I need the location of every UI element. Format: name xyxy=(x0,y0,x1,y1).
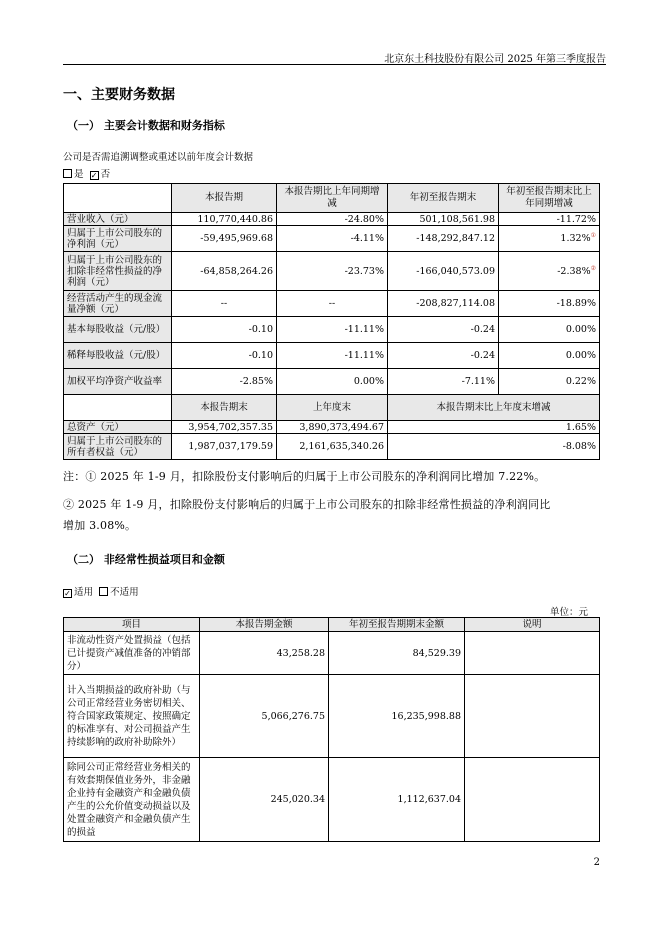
cell-value: -23.73% xyxy=(277,252,388,291)
cell-value: 1.65% xyxy=(388,421,600,434)
col-header: 年初至报告期末 xyxy=(388,184,499,213)
report-header-title: 北京东土科技股份有限公司 2025 年第三季度报告 xyxy=(384,54,606,65)
cell-value: -11.72% xyxy=(499,213,600,226)
cell-value: 0.00% xyxy=(499,317,600,343)
checkbox-no-checked[interactable]: ✓ xyxy=(90,171,98,180)
cell-value: -166,040,573.09 xyxy=(388,252,499,291)
cell-note xyxy=(465,632,600,675)
table-row xyxy=(64,226,600,252)
row-label: 归属于上市公司股东的净利润（元） xyxy=(64,226,172,252)
table-row xyxy=(64,213,600,226)
page-number: 2 xyxy=(593,857,600,868)
table-row xyxy=(64,291,600,317)
row-label: 计入当期损益的政府补助（与公司正常经营业务密切相关、符合国家政策规定、按照确定的标准享有、对公司损益产生持续影响的政府补助除外） xyxy=(64,675,200,758)
subsection-title-1: （一） 主要会计数据和财务指标 xyxy=(67,119,225,132)
footnote-1: 注：① 2025 年 1-9 月，扣除股份支付影响后的归属于上市公司股东的净利润同比增加 7.22%。 xyxy=(63,470,546,483)
footnote-2-line1: ② 2025 年 1-9 月，扣除股份支付影响后的归属于上市公司股东的扣除非经常性损益的净利润同比 xyxy=(63,498,551,511)
subsection-title-2: （二） 非经常性损益项目和金额 xyxy=(67,553,225,566)
cell-value: -0.10 xyxy=(172,343,277,369)
header-divider xyxy=(63,64,606,65)
cell-value xyxy=(499,252,600,291)
restatement-options xyxy=(63,166,110,180)
cell-value: 0.22% xyxy=(499,369,600,395)
col-header: 年初至报告期期末金额 xyxy=(329,618,465,632)
cell-value: 3,954,702,357.35 xyxy=(172,421,277,434)
cell-value: 3,890,373,494.67 xyxy=(277,421,388,434)
cell-value: 1,112,637.04 xyxy=(329,758,465,842)
row-label: 基本每股收益（元/股） xyxy=(64,317,172,343)
header-empty-cell xyxy=(64,184,172,213)
cell-value: 16,235,998.88 xyxy=(329,675,465,758)
cell-value: 5,066,276.75 xyxy=(200,675,329,758)
non-recurring-items-table xyxy=(63,617,600,842)
cell-note xyxy=(465,675,600,758)
cell-value: -- xyxy=(172,291,277,317)
cell-value: -4.11% xyxy=(277,226,388,252)
footnote-mark: ① xyxy=(590,232,596,240)
restatement-question: 公司是否需追溯调整或重述以前年度会计数据 xyxy=(63,152,254,163)
cell-value: 1,987,037,179.59 xyxy=(172,434,277,460)
table-row xyxy=(64,434,600,460)
table-row xyxy=(64,758,600,842)
table-header-row xyxy=(64,184,600,213)
unit-label: 单位：元 xyxy=(549,607,588,618)
checkbox-na[interactable] xyxy=(99,587,108,596)
cell-value: -8.08% xyxy=(388,434,600,460)
header-empty-cell xyxy=(64,395,172,421)
option-apply-label: 适用 xyxy=(74,587,94,598)
row-label: 经营活动产生的现金流量净额（元） xyxy=(64,291,172,317)
col-header: 年初至报告期末比上年同期增减 xyxy=(499,184,600,213)
row-label: 加权平均净资产收益率 xyxy=(64,369,172,395)
section-title: 一、主要财务数据 xyxy=(63,87,175,103)
cell-value: -7.11% xyxy=(388,369,499,395)
table-row xyxy=(64,317,600,343)
option-yes-label: 是 xyxy=(74,169,84,180)
cell-value: 110,770,440.86 xyxy=(172,213,277,226)
cell-value: -0.10 xyxy=(172,317,277,343)
col-header: 说明 xyxy=(465,618,600,632)
cell-value: -59,495,969.68 xyxy=(172,226,277,252)
row-label: 总资产（元） xyxy=(64,421,172,434)
row-label: 归属于上市公司股东的扣除非经常性损益的净利润（元） xyxy=(64,252,172,291)
cell-value-text: 1.32% xyxy=(560,233,591,245)
col-header: 本报告期 xyxy=(172,184,277,213)
table-row xyxy=(64,632,600,675)
cell-value: -18.89% xyxy=(499,291,600,317)
row-label: 归属于上市公司股东的所有者权益（元） xyxy=(64,434,172,460)
cell-value: 2,161,635,340.26 xyxy=(277,434,388,460)
cell-value xyxy=(499,226,600,252)
option-na-label: 不适用 xyxy=(110,587,139,598)
col-header: 本报告期金额 xyxy=(200,618,329,632)
row-label: 除同公司正常经营业务相关的有效套期保值业务外，非金融企业持有金融资产和金融负债产生的公允价值变动损益以及处置金融资产和金融负债产生的损益 xyxy=(64,758,200,842)
col-header: 项目 xyxy=(64,618,200,632)
cell-value-text: -2.38% xyxy=(557,266,591,278)
table-row xyxy=(64,421,600,434)
row-label: 营业收入（元） xyxy=(64,213,172,226)
cell-value: -208,827,114.08 xyxy=(388,291,499,317)
col-header: 本报告期末比上年度末增减 xyxy=(388,395,600,421)
row-label: 稀释每股收益（元/股） xyxy=(64,343,172,369)
col-header: 本报告期比上年同期增减 xyxy=(277,184,388,213)
row-label: 非流动性资产处置损益（包括已计提资产减值准备的冲销部分） xyxy=(64,632,200,675)
cell-value: 0.00% xyxy=(499,343,600,369)
cell-value: 84,529.39 xyxy=(329,632,465,675)
cell-value: -64,858,264.26 xyxy=(172,252,277,291)
table-header-row xyxy=(64,618,600,632)
col-header: 本报告期末 xyxy=(172,395,277,421)
cell-value: 0.00% xyxy=(277,369,388,395)
table-subheader-row xyxy=(64,395,600,421)
cell-value: -0.24 xyxy=(388,343,499,369)
table-row xyxy=(64,675,600,758)
cell-value: 43,258.28 xyxy=(200,632,329,675)
financial-indicators-table xyxy=(63,183,600,460)
cell-value: -- xyxy=(277,291,388,317)
cell-note xyxy=(465,758,600,842)
footnote-mark: ② xyxy=(590,264,596,272)
checkbox-yes[interactable] xyxy=(63,169,72,178)
cell-value: -2.85% xyxy=(172,369,277,395)
cell-value: -11.11% xyxy=(277,343,388,369)
cell-value: -24.80% xyxy=(277,213,388,226)
table-row xyxy=(64,252,600,291)
footnote-2-line2: 增加 3.08%。 xyxy=(63,519,137,532)
cell-value: -0.24 xyxy=(388,317,499,343)
apply-options xyxy=(63,584,139,598)
table-row xyxy=(64,343,600,369)
table-row xyxy=(64,369,600,395)
cell-value: -11.11% xyxy=(277,317,388,343)
checkbox-apply-checked[interactable]: ✓ xyxy=(64,589,71,598)
cell-value: -148,292,847.12 xyxy=(388,226,499,252)
cell-value: 245,020.34 xyxy=(200,758,329,842)
option-no-label: 否 xyxy=(100,169,111,180)
cell-value: 501,108,561.98 xyxy=(388,213,499,226)
col-header: 上年度末 xyxy=(277,395,388,421)
